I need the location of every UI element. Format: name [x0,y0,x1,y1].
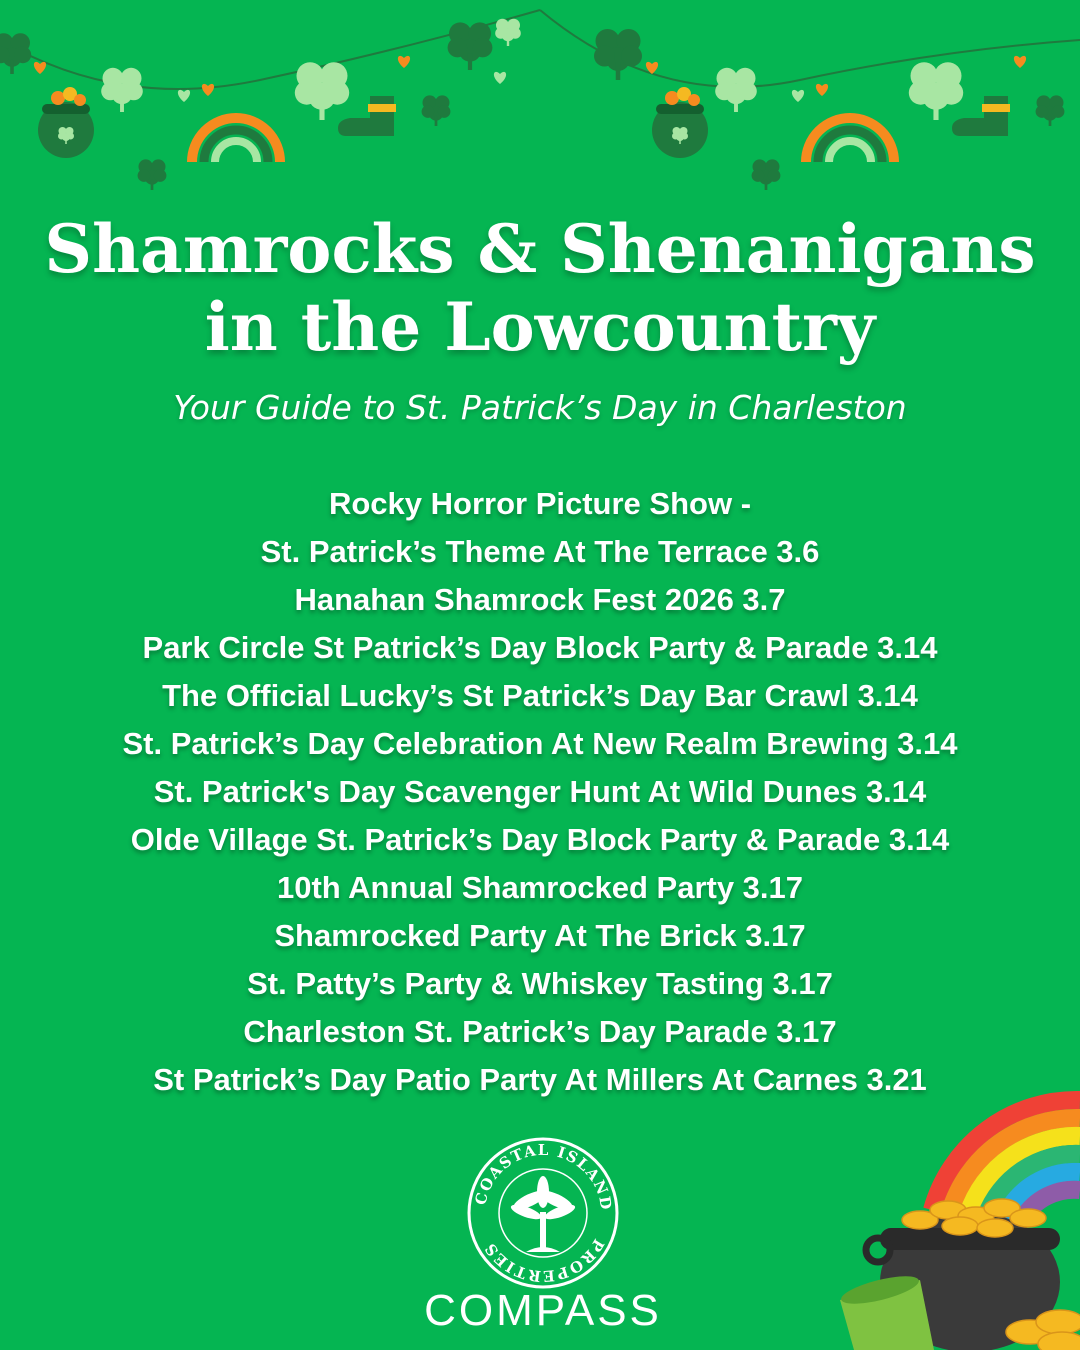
shamrock-icon [295,62,349,120]
page-title [0,210,1080,366]
list-item: Olde Village St. Patrick’s Day Block Party & Parade 3.14 [130,822,950,857]
shamrock-icon [715,68,757,112]
shamrock-icon [1036,95,1065,126]
palm-tree-icon [509,1176,576,1252]
heart-icon [398,56,410,68]
shamrock-icon [101,68,143,112]
page-subtitle: Your Guide to St. Patrick’s Day in Charleston [173,388,907,427]
shamrock-icon [909,62,963,120]
list-item: St Patrick’s Day Patio Party At Millers At Carnes 3.21 [153,1062,927,1097]
rainbow-icon [192,118,280,162]
list-item: Charleston St. Patrick’s Day Parade 3.17 [243,1014,837,1049]
shamrock-icon [138,159,167,190]
list-item: St. Patty’s Party & Whiskey Tasting 3.17 [247,966,833,1001]
pot-of-gold-icon [652,87,708,158]
heart-icon [178,90,190,102]
rainbow-icon [806,118,894,162]
list-item: St. Patrick’s Theme At The Terrace 3.6 [260,534,820,569]
list-item: Park Circle St Patrick’s Day Block Party & Parade 3.14 [142,630,938,665]
heart-icon [1014,56,1026,68]
title-line-2: in the Lowcountry [204,288,876,366]
svg-text:PROPERTIES: PROPERTIES [480,1235,608,1286]
list-item: St. Patrick’s Day Celebration At New Realm Brewing 3.14 [122,726,958,761]
list-item: The Official Lucky’s St Patrick’s Day Bar Crawl 3.14 [162,678,918,713]
shamrock-icon [448,22,493,70]
heart-icon [202,84,214,96]
rainbow-pot-of-gold-art [830,1060,1080,1350]
shamrock-icon [0,33,31,74]
list-item: St. Patrick's Day Scavenger Hunt At Wild Dunes 3.14 [153,774,927,809]
coastal-island-properties-logo [466,1136,620,1290]
event-list [0,480,1080,1104]
svg-text:COASTAL ISLAND: COASTAL ISLAND [471,1140,616,1213]
shamrock-icon [752,159,781,190]
compass-brand: COMPASS [424,1286,662,1335]
heart-icon [494,72,506,84]
heart-icon [816,84,828,96]
heart-icon [34,62,46,74]
list-item: Hanahan Shamrock Fest 2026 3.7 [294,582,786,617]
list-item: Shamrocked Party At The Brick 3.17 [274,918,806,953]
leprechaun-boot-icon [338,96,396,136]
list-item: 10th Annual Shamrocked Party 3.17 [276,870,804,905]
shamrock-icon [422,95,451,126]
list-item: Rocky Horror Picture Show - [328,486,752,521]
green-cup-icon [839,1271,934,1350]
shamrock-icon [594,29,642,80]
leprechaun-boot-icon [952,96,1010,136]
shamrock-icon [495,19,521,46]
shamrock-garland [0,0,1080,200]
pot-of-gold-icon [38,87,94,158]
heart-icon [792,90,804,102]
title-line-1: Shamrocks & Shenanigans [44,210,1036,288]
